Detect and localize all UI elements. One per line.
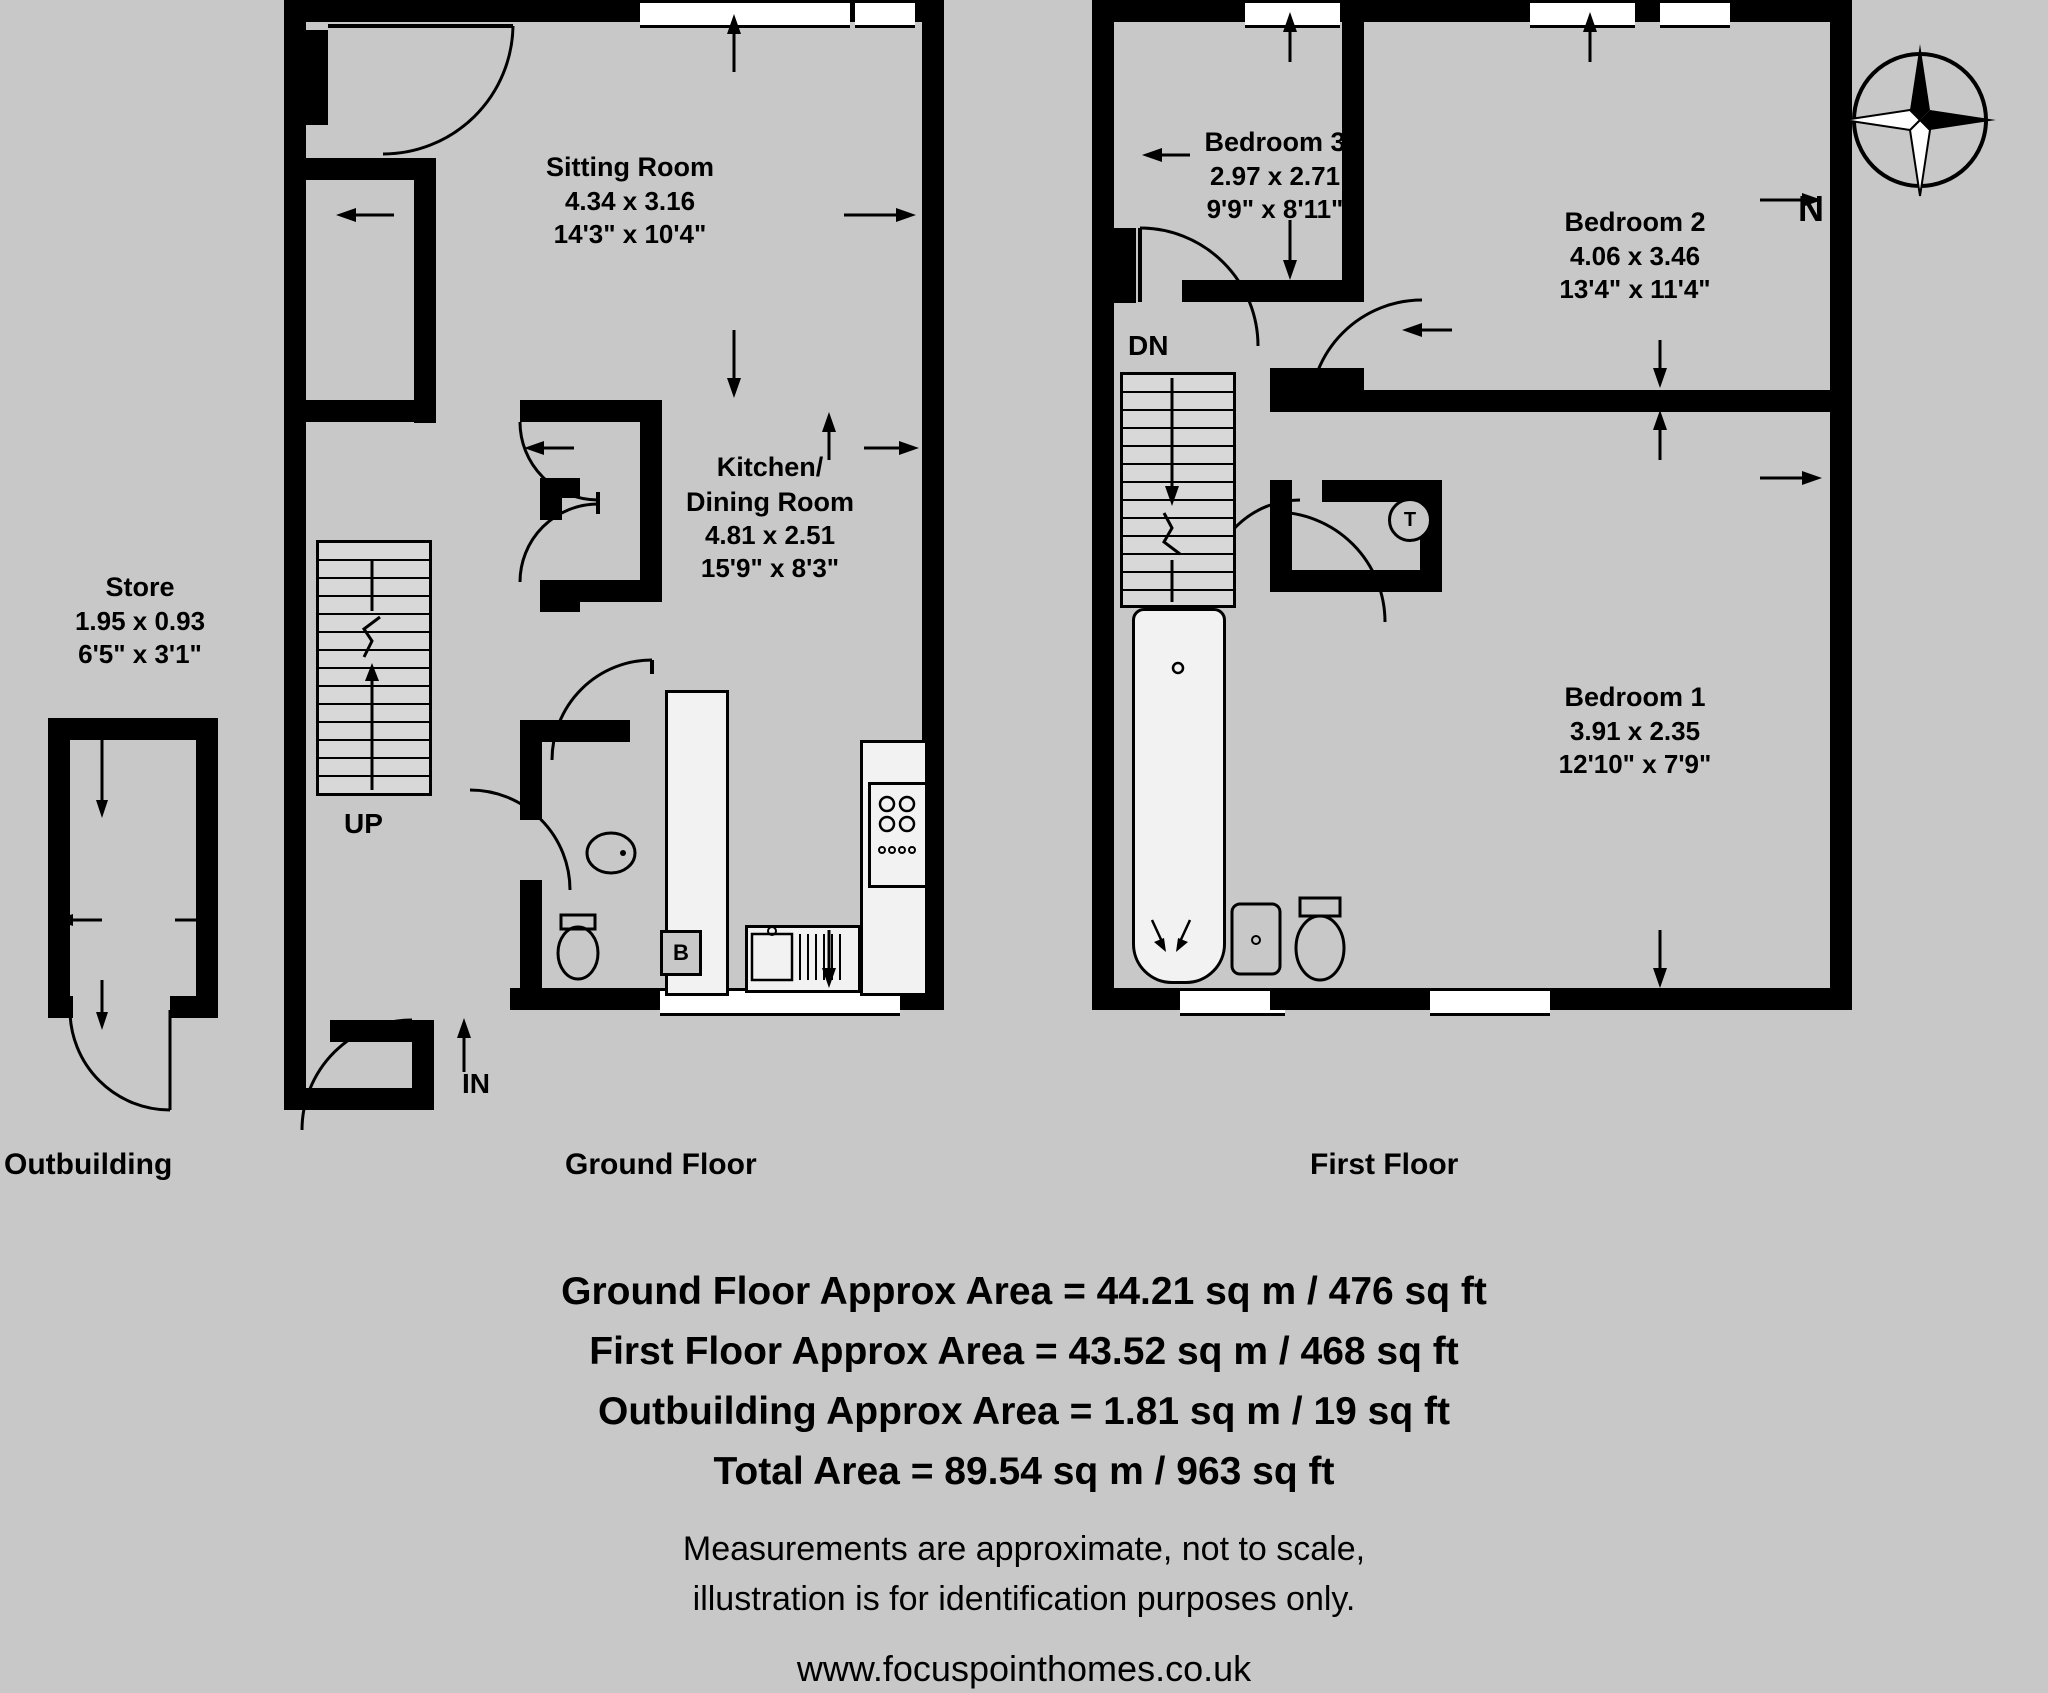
ff-dn-tag: DN <box>1128 330 1169 361</box>
room-imperial: 15'9" x 8'3" <box>700 553 840 584</box>
room-name: Bedroom 1 <box>1564 682 1706 712</box>
room-name: Kitchen/ <box>716 452 824 482</box>
outbuilding-title: Outbuilding <box>4 1148 173 1181</box>
room-name: Bedroom 2 <box>1564 207 1706 237</box>
room-imperial: 14'3" x 10'4" <box>553 218 707 249</box>
first-floor-title: First Floor <box>1310 1148 1459 1181</box>
kitchen-dining-label <box>620 450 920 586</box>
room-metric: 1.95 x 0.93 <box>74 605 206 636</box>
room-metric: 3.91 x 2.35 <box>1569 715 1701 746</box>
room-name: Bedroom 3 <box>1204 127 1346 157</box>
room-metric: 4.34 x 3.16 <box>564 185 696 216</box>
ground-floor-title: Ground Floor <box>565 1148 757 1181</box>
website-link[interactable]: www.focuspointhomes.co.uk <box>796 1648 1252 1689</box>
area-total: Total Area = 89.54 sq m / 963 sq ft <box>713 1450 1335 1493</box>
boiler-icon: B <box>660 930 702 976</box>
gf-up-tag: UP <box>344 808 383 839</box>
bedroom2-label <box>1440 205 1830 306</box>
room-metric: 4.06 x 3.46 <box>1569 240 1701 271</box>
room-name-2: Dining Room <box>686 486 854 517</box>
gf-in-tag: IN <box>462 1068 490 1099</box>
tank-icon: T <box>1388 498 1432 542</box>
first-floor-plan <box>1060 0 1900 1200</box>
room-metric: 4.81 x 2.51 <box>704 520 836 551</box>
sitting-room-label <box>430 150 830 251</box>
area-ground: Ground Floor Approx Area = 44.21 sq m / 476 sq ft <box>561 1270 1487 1313</box>
room-imperial: 9'9" x 8'11" <box>1206 193 1344 224</box>
room-imperial: 6'5" x 3'1" <box>78 638 202 669</box>
ground-floor-plan <box>0 0 1000 1200</box>
room-imperial: 12'10" x 7'9" <box>1558 748 1712 779</box>
compass-rose <box>1798 30 2030 230</box>
compass-north-label: N <box>1798 188 1824 229</box>
bedroom1-label <box>1440 680 1830 781</box>
room-imperial: 13'4" x 11'4" <box>1559 273 1711 304</box>
area-outbuilding: Outbuilding Approx Area = 1.81 sq m / 19 sq ft <box>597 1390 1451 1433</box>
room-name: Sitting Room <box>546 152 714 182</box>
room-metric: 2.97 x 2.71 <box>1209 160 1341 191</box>
room-name: Store <box>105 572 175 602</box>
bedroom3-label <box>1100 125 1450 226</box>
area-first: First Floor Approx Area = 43.52 sq m / 468 sq ft <box>589 1330 1459 1373</box>
disclaimer-line-2: illustration is for identification purposes only. <box>692 1580 1356 1618</box>
disclaimer-line-1: Measurements are approximate, not to scale, <box>682 1530 1366 1568</box>
